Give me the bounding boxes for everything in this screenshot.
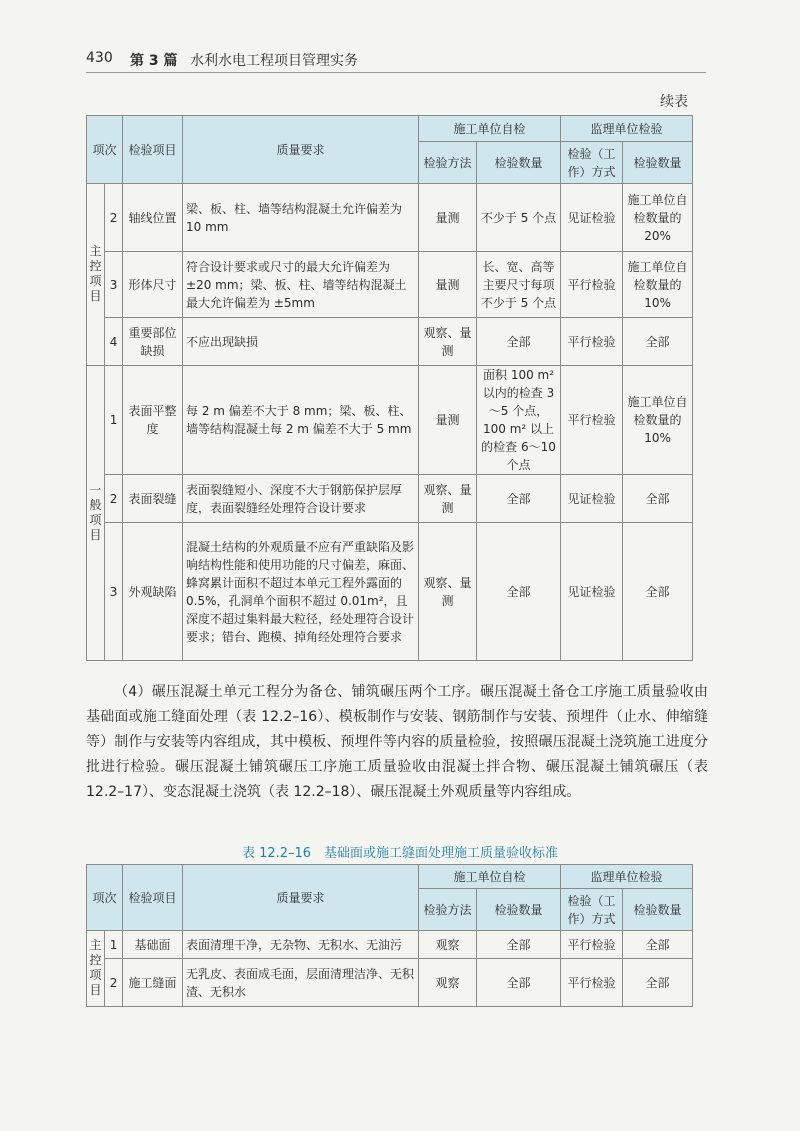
- table-row: [87, 366, 693, 475]
- table-header-row: [87, 865, 693, 889]
- part-label: 第 3 篇: [130, 53, 178, 69]
- table-row: [87, 475, 693, 523]
- row-quantity: 面积 100 m² 以内的检查 3～5 个点，100 m² 以上的检查 6～10 个点: [477, 366, 561, 475]
- col-quantity: 检验数量: [477, 889, 561, 931]
- group-supervisor: 监理单位检验: [561, 116, 693, 142]
- main-control-label: 主控项目: [87, 931, 105, 1007]
- table-header-row: [87, 116, 693, 142]
- col-quantity2: 检验数量: [623, 889, 693, 931]
- row-mode: 平行检验: [561, 931, 623, 959]
- part-title: 水利水电工程项目管理实务: [190, 53, 358, 69]
- row-mode: 见证检验: [561, 184, 623, 252]
- row-quantity2: 全部: [623, 959, 693, 1007]
- row-requirement: 不应出现缺损: [183, 318, 419, 366]
- col-item: 项次: [87, 865, 123, 931]
- row-item: 施工缝面: [123, 959, 183, 1007]
- row-no: 3: [105, 252, 123, 318]
- table-row: [87, 931, 693, 959]
- row-item: 表面平整度: [123, 366, 183, 475]
- row-quantity2: 全部: [623, 475, 693, 523]
- row-quantity: 长、宽、高等主要尺寸每项不少于 5 个点: [477, 252, 561, 318]
- group-supervisor: 监理单位检验: [561, 865, 693, 889]
- header-rule: [86, 72, 706, 73]
- row-item: 外观缺陷: [123, 523, 183, 661]
- body-paragraph: [86, 680, 708, 805]
- col-quality: 质量要求: [183, 116, 419, 184]
- group-contractor: 施工单位自检: [419, 865, 561, 889]
- row-quantity2: 全部: [623, 931, 693, 959]
- paragraph-text: （4）碾压混凝土单元工程分为备仓、铺筑碾压两个工序。碾压混凝土备仓工序施工质量验收由基础面或施工缝面处理（表 12.2–16）、模板制作与安装、钢筋制作与安装、预埋件（止水、伸缩缝等）制作与安装等内容组成，其中模板、预埋件等内容的质量检验，按照碾压混凝土浇筑施工进度分批进行检验。碾压混凝土铺筑碾压工序施工质量验收由混凝土拌合物、碾压混凝土铺筑碾压（表 12.2–17）、变态混凝土浇筑（表 12.2–18）、碾压混凝土外观质量等内容组成。: [86, 684, 708, 800]
- general-item-label: 一般项目: [87, 366, 105, 661]
- col-check-item: 检验项目: [123, 865, 183, 931]
- page-number: 430: [86, 50, 113, 66]
- row-mode: 平行检验: [561, 366, 623, 475]
- row-item: 形体尺寸: [123, 252, 183, 318]
- row-item: 基础面: [123, 931, 183, 959]
- row-method: 观察: [419, 959, 477, 1007]
- row-item: 轴线位置: [123, 184, 183, 252]
- row-requirement: 无乳皮、表面成毛面，层面清理洁净、无积渣、无积水: [183, 959, 419, 1007]
- row-mode: 平行检验: [561, 252, 623, 318]
- row-no: 2: [105, 959, 123, 1007]
- row-requirement: 每 2 m 偏差不大于 8 mm；梁、板、柱、墙等结构混凝土每 2 m 偏差不大于 5 mm: [183, 366, 419, 475]
- row-method: 观察、量测: [419, 475, 477, 523]
- col-check-item: 检验项目: [123, 116, 183, 184]
- row-no: 4: [105, 318, 123, 366]
- row-requirement: 表面清理干净，无杂物、无积水、无油污: [183, 931, 419, 959]
- group-contractor: 施工单位自检: [419, 116, 561, 142]
- quality-table-12-2-16: [86, 864, 693, 1007]
- row-mode: 见证检验: [561, 523, 623, 661]
- row-method: 观察、量测: [419, 523, 477, 661]
- row-method: 观察、量测: [419, 318, 477, 366]
- row-no: 1: [105, 366, 123, 475]
- row-quantity: 全部: [477, 523, 561, 661]
- row-item: 表面裂缝: [123, 475, 183, 523]
- row-method: 量测: [419, 184, 477, 252]
- main-control-label: 主控项目: [87, 184, 105, 366]
- row-requirement: 梁、板、柱、墙等结构混凝土允许偏差为10 mm: [183, 184, 419, 252]
- row-mode: 见证检验: [561, 475, 623, 523]
- row-method: 量测: [419, 366, 477, 475]
- continued-label: 续表: [660, 94, 688, 110]
- col-quantity2: 检验数量: [623, 142, 693, 184]
- row-quantity: 全部: [477, 318, 561, 366]
- page-header: [86, 44, 706, 68]
- row-requirement: 表面裂缝短小、深度不大于钢筋保护层厚度，表面裂缝经处理符合设计要求: [183, 475, 419, 523]
- row-quantity: 不少于 5 个点: [477, 184, 561, 252]
- table-row: [87, 318, 693, 366]
- row-method: 观察: [419, 931, 477, 959]
- row-no: 2: [105, 475, 123, 523]
- col-mode: 检验（工作）方式: [561, 889, 623, 931]
- col-quantity: 检验数量: [477, 142, 561, 184]
- row-requirement: 混凝土结构的外观质量不应有严重缺陷及影响结构性能和使用功能的尺寸偏差，麻面、蜂窝累计面积不超过本单元工程外露面的 0.5%，孔洞单个面积不超过 0.01m²，且深度不超过集料最大粒径，经处理符合设计要求；错台、跑模、掉角经处理符合要求: [183, 523, 419, 661]
- row-quantity2: 施工单位自检数量的 20%: [623, 184, 693, 252]
- col-mode: 检验（工作）方式: [561, 142, 623, 184]
- col-method: 检验方法: [419, 889, 477, 931]
- row-no: 3: [105, 523, 123, 661]
- row-quantity: 全部: [477, 959, 561, 1007]
- row-no: 1: [105, 931, 123, 959]
- row-requirement: 符合设计要求或尺寸的最大允许偏差为±20 mm；梁、板、柱、墙等结构混凝土最大允许偏差为 ±5mm: [183, 252, 419, 318]
- row-quantity2: 施工单位自检数量的 10%: [623, 252, 693, 318]
- table-row: [87, 523, 693, 661]
- col-method: 检验方法: [419, 142, 477, 184]
- table-row: [87, 959, 693, 1007]
- row-quantity2: 全部: [623, 523, 693, 661]
- col-quality: 质量要求: [183, 865, 419, 931]
- row-quantity2: 施工单位自检数量的 10%: [623, 366, 693, 475]
- row-no: 2: [105, 184, 123, 252]
- quality-table-continued: [86, 115, 693, 661]
- row-quantity2: 全部: [623, 318, 693, 366]
- table2-title: 表 12.2–16 基础面或施工缝面处理施工质量验收标准: [241, 846, 559, 861]
- table-row: [87, 252, 693, 318]
- row-quantity: 全部: [477, 931, 561, 959]
- table-row: [87, 184, 693, 252]
- row-mode: 平行检验: [561, 318, 623, 366]
- row-quantity: 全部: [477, 475, 561, 523]
- row-method: 量测: [419, 252, 477, 318]
- row-item: 重要部位缺损: [123, 318, 183, 366]
- row-mode: 平行检验: [561, 959, 623, 1007]
- col-item: 项次: [87, 116, 123, 184]
